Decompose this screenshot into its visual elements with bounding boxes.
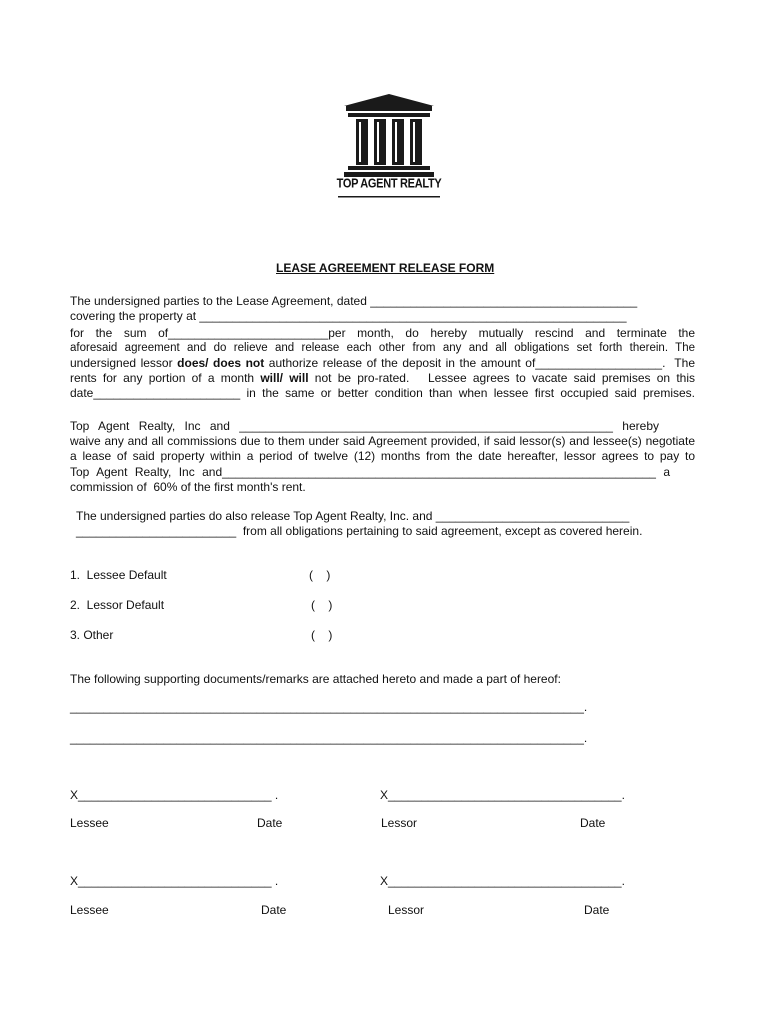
- option-other: 3. Other: [70, 628, 114, 642]
- para1-line5: [70, 356, 695, 371]
- form-title: LEASE AGREEMENT RELEASE FORM: [276, 261, 495, 275]
- lessee-signature-line-2[interactable]: X_____________________________ .: [70, 874, 279, 888]
- para1-line7: date______________________ in the same or better condition than when lessee first occupied said premises.: [70, 386, 695, 400]
- lessor-label-2: Lessor: [388, 903, 425, 917]
- lessee-label-1: Lessee: [70, 816, 109, 830]
- para1-line6: [70, 371, 695, 386]
- lessor-signature-line-1[interactable]: X___________________________________.: [380, 788, 625, 802]
- para2-line5: commission of 60% of the first month's rent.: [70, 480, 306, 494]
- lessor-signature-line-2[interactable]: X___________________________________.: [380, 874, 625, 888]
- lessee-signature-line-1[interactable]: X_____________________________ .: [70, 788, 279, 802]
- prorate-option-text: will/ will: [260, 371, 309, 385]
- deposit-option-text: does/ does not: [177, 356, 265, 370]
- company-logo: [336, 92, 442, 200]
- option-other-checkbox[interactable]: ( ): [311, 628, 333, 642]
- option-lessee-default-checkbox[interactable]: ( ): [309, 568, 331, 582]
- para1-line1: The undersigned parties to the Lease Agreement, dated ________________________________________: [70, 294, 638, 308]
- lessee-date-label-2: Date: [261, 903, 287, 917]
- documents-intro: The following supporting documents/remarks are attached hereto and made a part of hereof:: [70, 672, 561, 686]
- para2-line3: a lease of said property within a period of twelve (12) months from the date hereafter, lessor agrees to pay to: [70, 449, 695, 463]
- documents-line-2[interactable]: _____________________________________________________________________________.: [70, 731, 588, 745]
- para3-line1: The undersigned parties do also release Top Agent Realty, Inc. and _____________________________: [76, 509, 630, 523]
- para1-line6-text-a: rents for any portion of a month: [70, 371, 261, 385]
- documents-line-1[interactable]: _____________________________________________________________________________.: [70, 700, 588, 714]
- logo-text: TOP AGENT REALTY: [336, 176, 442, 192]
- para1-line4: aforesaid agreement and do relieve and release each other from any and all obligations set forth therein. The: [70, 342, 695, 354]
- para2-line2: waive any and all commissions due to them under said Agreement provided, if said lessor(s) and lessee(s) negotiate: [70, 434, 695, 448]
- lessor-date-label-1: Date: [580, 816, 606, 830]
- para1-line3: for the sum of________________________per month, do hereby mutually rescind and terminate the: [70, 326, 695, 340]
- option-lessor-default-checkbox[interactable]: ( ): [311, 598, 333, 612]
- para1-line2: covering the property at ________________________________________________________________: [70, 309, 627, 323]
- lessee-date-label-1: Date: [257, 816, 283, 830]
- para1-line5-text-c: authorize release of the deposit in the amount of___________________. The: [264, 356, 695, 370]
- lessor-date-label-2: Date: [584, 903, 610, 917]
- para2-line1: Top Agent Realty, Inc and ________________________________________________________ hereby: [70, 419, 659, 433]
- para3-line2: ________________________ from all obligations pertaining to said agreement, except as covered herein.: [76, 524, 643, 538]
- para1-line6-text-c: not be pro-rated. Lessee agrees to vacate said premises on this: [308, 371, 695, 385]
- para1-line5-text-a: undersigned lessor: [70, 356, 178, 370]
- lessee-label-2: Lessee: [70, 903, 109, 917]
- para2-line4: Top Agent Realty, Inc and_________________________________________________________________ a: [70, 465, 670, 479]
- option-lessor-default: 2. Lessor Default: [70, 598, 165, 612]
- option-lessee-default: 1. Lessee Default: [70, 568, 167, 582]
- lessor-label-1: Lessor: [381, 816, 418, 830]
